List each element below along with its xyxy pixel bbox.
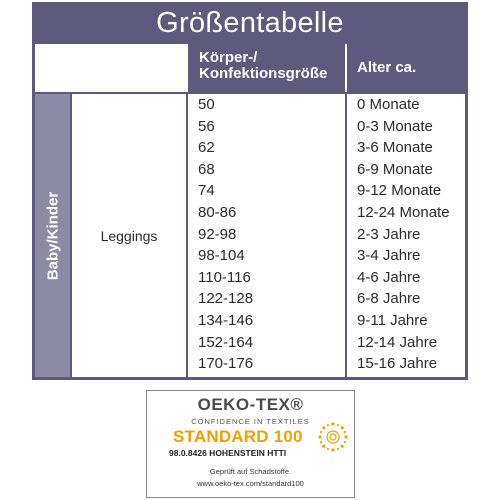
oeko-tex-tested: Geprüft auf Schadstoffe. [209, 467, 292, 476]
age-cell: 12-24 Monate [357, 203, 450, 221]
size-column [198, 94, 338, 375]
size-cell: 92-98 [198, 225, 237, 243]
oeko-tex-tagline: CONFIDENCE IN TEXTILES [191, 417, 310, 426]
page-title: Größentabelle [32, 2, 468, 44]
header-size: Körper-/ Konfektionsgröße [188, 44, 345, 92]
category-label: Baby/Kinder [44, 191, 61, 280]
column-divider [345, 94, 347, 377]
age-cell: 6-9 Monate [357, 160, 433, 178]
size-cell: 110-116 [198, 268, 251, 286]
age-cell: 15-16 Jahre [357, 355, 438, 373]
product-cell: Leggings [100, 227, 158, 244]
column-divider [186, 94, 188, 377]
header-age: Alter ca. [347, 44, 465, 92]
age-column [357, 94, 465, 375]
header-empty-cell [35, 44, 186, 92]
age-cell: 12-14 Jahre [357, 333, 438, 351]
size-cell: 98-104 [198, 247, 245, 265]
age-cell: 2-3 Jahre [357, 225, 421, 243]
size-cell: 56 [198, 117, 215, 135]
size-cell: 122-128 [198, 290, 254, 308]
oeko-tex-url: www.oeko-tex.com/standard100 [197, 479, 304, 488]
age-cell: 4-6 Jahre [357, 268, 421, 286]
oeko-tex-sun-logo-icon [317, 421, 349, 453]
category-sidebar [35, 94, 70, 377]
age-cell: 0-3 Monate [357, 117, 433, 135]
oeko-tex-brand: OEKO-TEX® [197, 395, 304, 414]
size-cell: 134-146 [198, 311, 254, 329]
age-cell: 6-8 Jahre [357, 290, 421, 308]
size-cell: 152-164 [198, 333, 254, 351]
age-cell: 9-11 Jahre [357, 311, 428, 329]
size-cell: 62 [198, 139, 215, 157]
size-cell: 170-176 [198, 355, 254, 373]
size-cell: 50 [198, 96, 215, 113]
size-cell: 74 [198, 182, 215, 200]
age-cell: 3-4 Jahre [357, 247, 421, 265]
oeko-tex-code: 98.0.8426 HOHENSTEIN HTTI [169, 448, 287, 458]
size-table [32, 44, 468, 380]
size-cell: 80-86 [198, 203, 237, 221]
oeko-tex-standard: STANDARD 100 [173, 427, 303, 446]
size-cell: 68 [198, 160, 215, 178]
oeko-tex-label [146, 390, 355, 498]
age-cell: 3-6 Monate [357, 139, 433, 157]
age-cell: 9-12 Monate [357, 182, 442, 200]
age-cell: 0 Monate [357, 96, 420, 113]
